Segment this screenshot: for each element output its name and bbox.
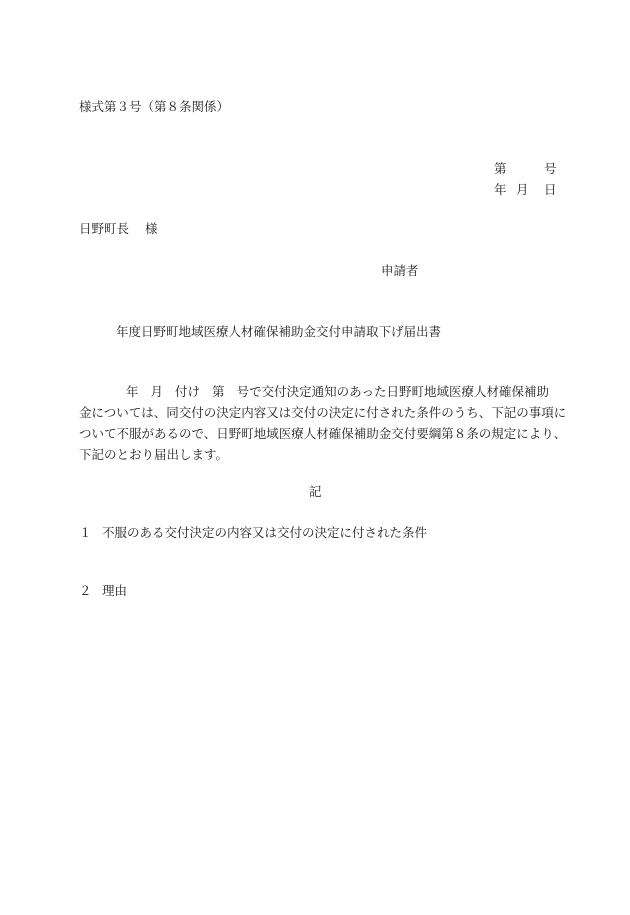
item-number: ２	[79, 583, 92, 598]
doc-number-label: 第	[494, 161, 507, 176]
document-title: 年度日野町地域医療人材確保補助金交付申請取下げ届出書	[116, 324, 442, 339]
body-line-4: 下記のとおり届出します。	[79, 447, 229, 462]
body-line-3: ついて不服があるので、日野町地域医療人材確保補助金交付要綱第８条の規定により、	[79, 426, 567, 441]
body-paragraph	[79, 381, 567, 465]
date-day: 日	[544, 182, 557, 197]
date-month: 月	[516, 182, 529, 197]
doc-number-suffix: 号	[544, 161, 557, 176]
form-number: 様式第３号（第８条関係）	[79, 99, 230, 114]
body-line-2: 金については、同交付の決定内容又は交付の決定に付された条件のうち、下記の事項に	[79, 405, 567, 420]
applicant-label: 申請者	[381, 263, 419, 278]
body-day: 付け	[175, 384, 201, 399]
body-month: 月	[150, 384, 164, 399]
item-text: 不服のある交付決定の内容又は交付の決定に付された条件	[102, 525, 428, 540]
date-year: 年	[494, 182, 507, 197]
item-text: 理由	[102, 583, 128, 598]
addressee	[79, 223, 158, 236]
date-line	[494, 184, 557, 197]
ki-heading: 記	[309, 484, 322, 499]
body-no: 第	[212, 384, 225, 399]
list-item	[79, 585, 127, 598]
addressee-honorific: 様	[145, 221, 158, 236]
list-item	[79, 527, 427, 540]
item-number: １	[79, 525, 92, 540]
body-line-1	[79, 381, 559, 402]
body-line1-rest: 号で交付決定通知のあった日野町地域医療人材確保補助	[236, 384, 549, 399]
body-year: 年	[126, 384, 139, 399]
addressee-name: 日野町長	[79, 221, 130, 236]
